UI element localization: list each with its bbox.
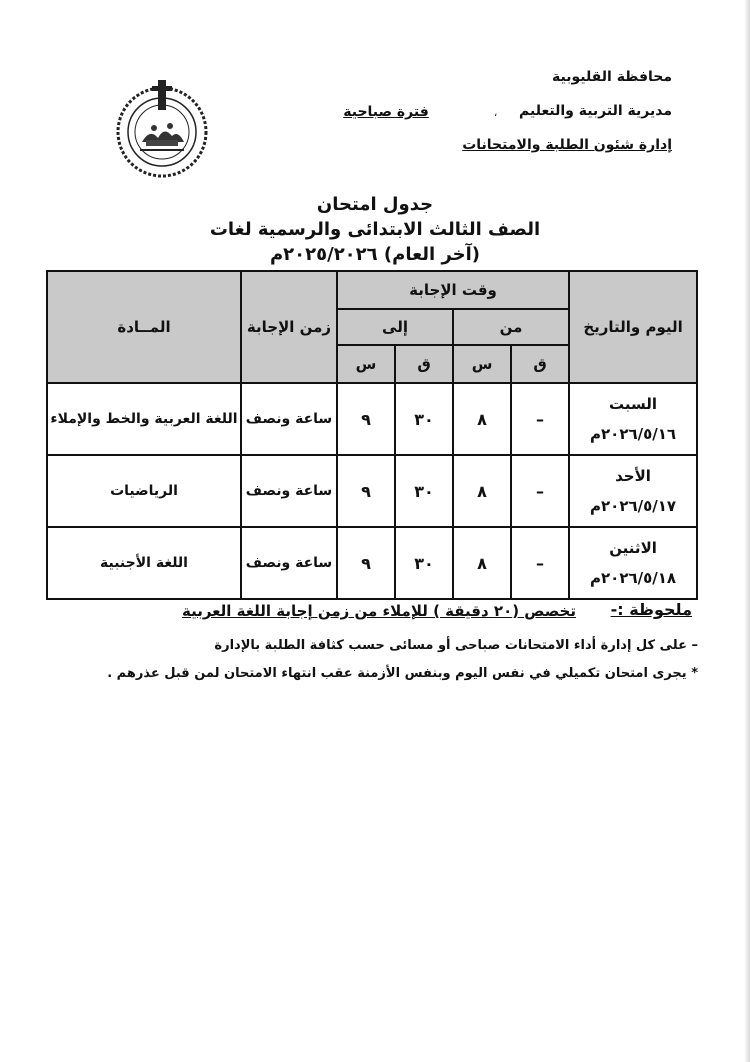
to-minute-cell: ٣٠ — [395, 455, 453, 527]
from-minute-cell: – — [511, 383, 569, 455]
subject-cell: اللغة الأجنبية — [47, 527, 241, 599]
directorate-label: مديرية التربية والتعليم — [519, 103, 672, 119]
exam-date: ٢٠٢٦/٥/١٨م — [590, 569, 677, 587]
from-minute-cell: – — [511, 527, 569, 599]
header-from-hour: س — [453, 345, 511, 383]
note-label: ملحوظة :- — [610, 600, 692, 619]
exam-date: ٢٠٢٦/٥/١٧م — [590, 497, 677, 515]
day-name: السبت — [609, 395, 658, 413]
title-grade: الصف الثالث الابتدائى والرسمية لغات — [209, 219, 541, 240]
header-subject: المــادة — [47, 271, 241, 383]
duration-cell: ساعة ونصف — [241, 383, 337, 455]
day-name: الاثنين — [609, 539, 657, 557]
list-item: – على كل إدارة أداء الامتحانات صباحى أو مسائى حسب كثافة الطلبة بالإدارة — [214, 638, 698, 653]
shift-label: فترة صباحية — [343, 104, 429, 120]
note-dictation: تخصص (٢٠ دقيقة ) للإملاء من زمن إجابة اللغة العربية — [181, 602, 576, 620]
list-item: * يجرى امتحان تكميلي في نفس اليوم وبنفس الأزمنة عقب انتهاء الامتحان لمن قبل عذرهم . — [107, 666, 698, 681]
from-minute-cell: – — [511, 455, 569, 527]
header-to: إلى — [337, 309, 453, 345]
page-edge-shadow — [744, 0, 750, 1062]
table-row — [47, 455, 697, 527]
table-row — [47, 527, 697, 599]
to-minute-cell: ٣٠ — [395, 527, 453, 599]
duration-cell: ساعة ونصف — [241, 455, 337, 527]
header-from-minute: ق — [511, 345, 569, 383]
duration-cell: ساعة ونصف — [241, 527, 337, 599]
title-term: (آخر العام) ٢٠٢٥/٢٠٢٦م — [269, 244, 481, 265]
header-to-hour: س — [337, 345, 395, 383]
day-name: الأحد — [615, 467, 651, 485]
header-day-date: اليوم والتاريخ — [569, 271, 697, 383]
governorate-label: محافظة القليوبية — [552, 69, 672, 85]
department-label: إدارة شئون الطلبة والامتحانات — [462, 137, 672, 153]
title-block — [140, 192, 610, 268]
from-hour-cell: ٨ — [453, 455, 511, 527]
table-row — [47, 383, 697, 455]
exam-schedule-table — [46, 270, 698, 600]
day-date-cell — [569, 383, 697, 455]
header-answer-time: وقت الإجابة — [337, 271, 569, 309]
day-date-cell — [569, 527, 697, 599]
header-block — [452, 66, 672, 168]
subject-cell: الرياضيات — [47, 455, 241, 527]
subject-cell: اللغة العربية والخط والإملاء — [47, 383, 241, 455]
ministry-seal-logo — [110, 76, 214, 180]
title-exam-schedule: جدول امتحان — [316, 194, 434, 215]
to-hour-cell: ٩ — [337, 383, 395, 455]
day-date-cell — [569, 455, 697, 527]
to-hour-cell: ٩ — [337, 527, 395, 599]
header-duration: زمن الإجابة — [241, 271, 337, 383]
header-from: من — [453, 309, 569, 345]
header-to-minute: ق — [395, 345, 453, 383]
stray-mark: ، — [494, 108, 498, 119]
exam-date: ٢٠٢٦/٥/١٦م — [590, 425, 677, 443]
from-hour-cell: ٨ — [453, 383, 511, 455]
to-hour-cell: ٩ — [337, 455, 395, 527]
to-minute-cell: ٣٠ — [395, 383, 453, 455]
from-hour-cell: ٨ — [453, 527, 511, 599]
notes-list — [98, 634, 698, 690]
